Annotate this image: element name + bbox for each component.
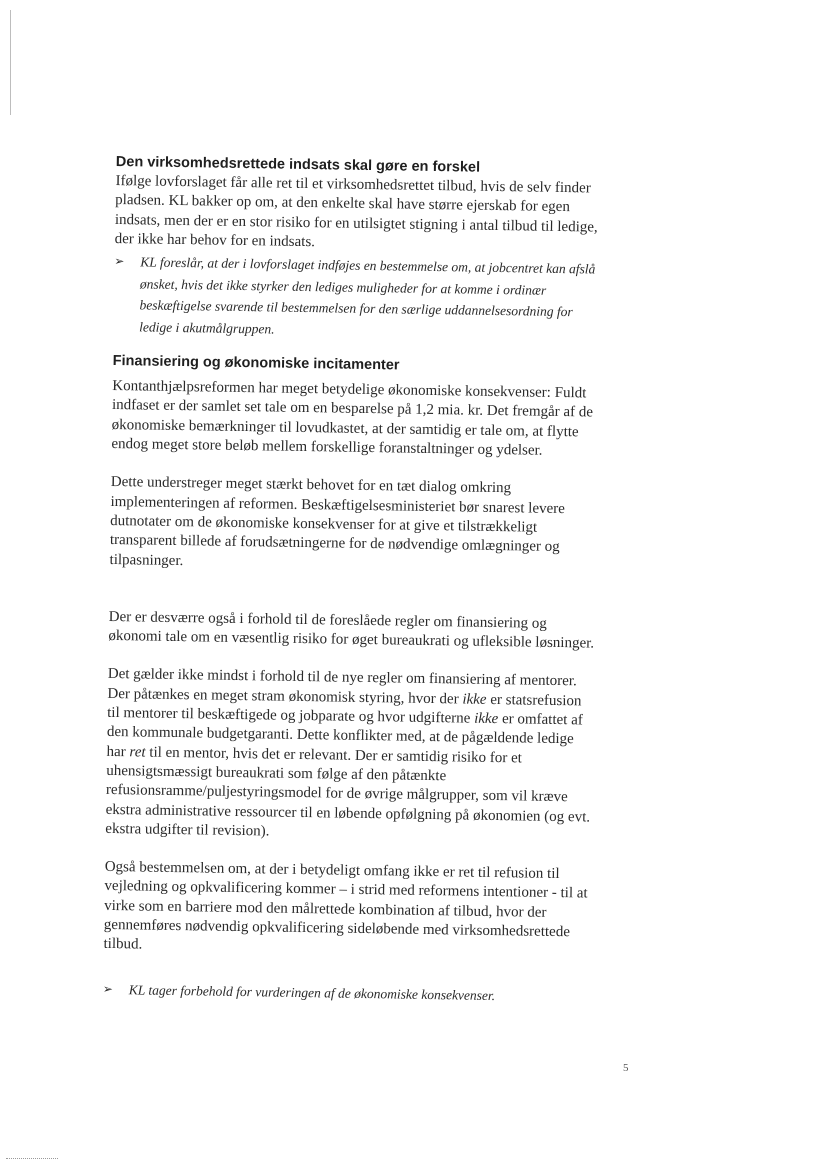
- bullet-text: KL tager forbehold for vurderingen af de økonomiske konsekvenser.: [128, 981, 496, 1003]
- bullet-text: KL foreslår, at der i lovforslaget indføjes en bestemmelse om, at jobcentret kan afslå ønsket, hvis det ikke styrker den lediges muligheder for at komme i ordinær beskæftigelse svarende til bestemmelsen for den særlige uddannelsesordning for ledige i akutmålgruppen.: [139, 254, 596, 337]
- emphasis-ikke: ikke: [474, 710, 499, 728]
- document-page: [103, 152, 602, 1008]
- scan-edge-mark: [10, 10, 11, 115]
- text-span: er statsrefusion til mentorer til beskæftigede og jobparate og hvor udgifterne: [107, 691, 582, 727]
- emphasis-ret: ret: [129, 743, 146, 761]
- section-heading-finansiering: Finansiering og økonomiske incitamenter: [112, 353, 400, 374]
- paragraph-bureaukrati: Der er desværre også i forhold til de foreslåede regler om finansiering og økonomi tale om en væsentlig risiko for øget bureaukrati og ufleksible løsninger.: [108, 608, 595, 652]
- scan-foot-mark: [6, 1158, 58, 1160]
- bullet-kl-foreslaar: [113, 251, 600, 345]
- arrow-bullet-icon: ➢: [102, 981, 114, 996]
- bullet-kl-forbehold: [103, 979, 589, 1008]
- emphasis-ikke: ikke: [462, 691, 487, 708]
- text-span: er omfattet af den kommunale budgetgaranti. Dette konflikter med, at de pågældende ledige har: [106, 711, 583, 760]
- paragraph-mentorer: [105, 665, 594, 846]
- paragraph-lovforslag: Ifølge lovforslaget får alle ret til et virksomhedsrettet tilbud, hvis de selv finder pladsen. KL bakker op om, at den enkelte skal have større ejerskab for egen indsats, men der er en stor risiko for en utilsigtet stigning i antal tilbud til ledige, der ikke har behov for en indsats.: [114, 172, 598, 251]
- paragraph-dialog: Dette understreger meget stærkt behovet for en tæt dialog omkring implementeringen af reformen. Beskæftigelsesministeriet bør snarest levere dutnotater om de økonomiske konsekvenser for at give et tilstrækkeligt transparent billede af forudsætningerne for de nødvendige omlægninger og tilpasninger.: [109, 474, 566, 569]
- text-span: Det gælder ikke mindst i forhold til de nye regler om finansiering af mentorer. Der påtænkes en meget stram økonomisk styring, hvor der: [107, 666, 577, 708]
- arrow-bullet-icon: ➢: [114, 254, 125, 269]
- paragraph-refusion: Også bestemmelsen om, at der i betydeligt omfang ikke er ret til refusion til vejledning og opkvalificering kommer – i strid med reformens intentioner - til at virke som en barriere mod den målrettede kombination af tilbud, hvor der gennemføres nødvendig opkvalificering sideløbende med virksomhedsrettede tilbud.: [103, 859, 588, 953]
- page-number: 5: [623, 1062, 629, 1074]
- paragraph-kontanthjaelp: Kontanthjælpsreformen har meget betydelige økonomiske konsekvenser: Fuldt indfaset er der samlet set tale om en besparelse på 1,2 mia. kr. Det fremgår af de økonomiske bemærkninger til lovudkastet, at der samtidig er tale om, at flytte endog meget store beløb mellem forskellige foranstaltninger og ydelser.: [111, 378, 594, 459]
- section-heading-virksomhed: Den virksomhedsrettede indsats skal gøre en forskel: [115, 153, 481, 176]
- text-span: til en mentor, hvis det er relevant. Der er samtidig risiko for et uhensigtsmæssigt bureaukrati som følge af den påtænkte refusionsramme/puljestyringsmodel for de øvrige målgrupper, som vil kræve ekstra administrative ressourcer til en løbende opfølgning på økonomien (og evt. ekstra udgifter til revision).: [105, 744, 591, 840]
